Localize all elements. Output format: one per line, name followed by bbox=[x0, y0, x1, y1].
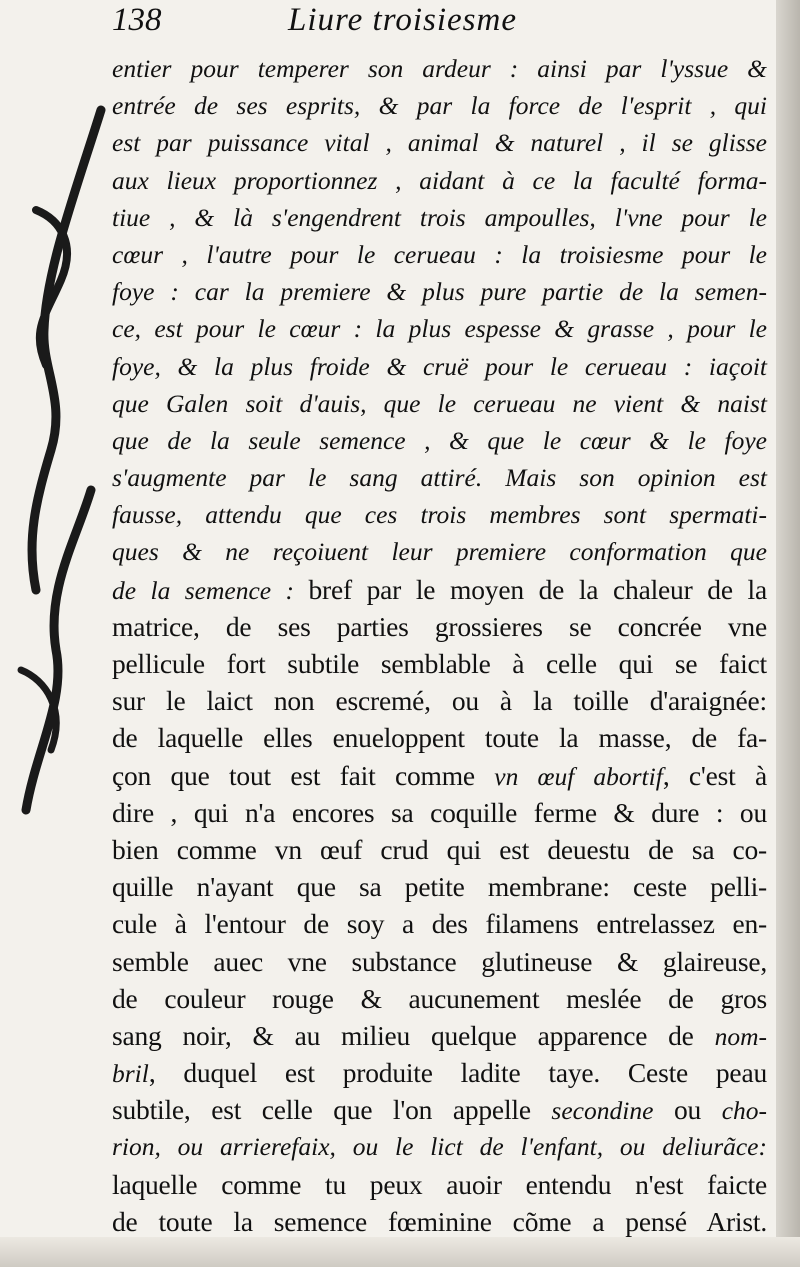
page-bottom-shadow bbox=[0, 1237, 800, 1267]
body-text bbox=[112, 50, 767, 1240]
text-segment: sang noir, & au milieu quelque apparence de bbox=[112, 1019, 715, 1051]
text-segment: cule à l'entour de soy a des filamens entrelassez en- bbox=[112, 908, 767, 940]
text-line bbox=[112, 719, 767, 756]
text-line bbox=[112, 868, 767, 905]
text-segment: bref par le moyen de la chaleur de la bbox=[308, 573, 767, 605]
text-line bbox=[112, 794, 767, 831]
text-line bbox=[112, 1091, 767, 1128]
text-line bbox=[112, 162, 767, 199]
text-line bbox=[112, 1128, 767, 1165]
text-segment: de la semence : bbox=[112, 575, 309, 605]
text-line bbox=[112, 682, 767, 719]
text-segment: s'augmente par le sang attiré. Mais son opinion est bbox=[112, 463, 767, 493]
text-segment: matrice, de ses parties grossieres se concrée vne bbox=[112, 610, 767, 642]
text-segment: laquelle comme tu peux auoir entendu n'est faicte bbox=[112, 1168, 767, 1200]
text-segment: pellicule fort subtile semblable à celle qui se faict bbox=[112, 648, 767, 679]
text-line bbox=[112, 1054, 767, 1091]
handwritten-marginalia bbox=[6, 70, 116, 830]
text-segment: ques & ne reçoiuent leur premiere conformation que bbox=[112, 537, 767, 567]
text-segment: vn œuf abortif bbox=[494, 761, 663, 791]
text-line bbox=[112, 199, 767, 236]
text-segment: foye, & la plus froide & cruë pour le cerueau : iaçoit bbox=[112, 351, 767, 381]
text-line bbox=[112, 422, 767, 459]
text-line bbox=[112, 459, 767, 496]
text-segment: ce, est pour le cœur : la plus espesse & grasse , pour le bbox=[112, 314, 767, 344]
text-line bbox=[112, 1203, 767, 1240]
text-line bbox=[112, 310, 767, 347]
page-number: 138 bbox=[112, 2, 162, 38]
text-line bbox=[112, 571, 767, 608]
text-segment: fausse, attendu que ces trois membres sont spermati- bbox=[112, 500, 767, 530]
text-segment: bril bbox=[112, 1059, 149, 1089]
text-line bbox=[112, 608, 767, 645]
text-line bbox=[112, 1017, 767, 1054]
text-segment: de couleur rouge & aucunement meslée de gros bbox=[112, 982, 767, 1014]
text-line bbox=[112, 905, 767, 942]
text-line bbox=[112, 124, 767, 161]
text-line bbox=[112, 645, 767, 682]
text-line bbox=[112, 533, 767, 570]
text-segment: de laquelle elles enueloppent toute la masse, de fa- bbox=[112, 722, 767, 754]
text-segment: semble auec vne substance glutineuse & glaireuse, bbox=[112, 945, 767, 977]
text-line bbox=[112, 273, 767, 310]
text-segment: que de la seule semence , & que le cœur & le foye bbox=[112, 425, 767, 455]
text-line bbox=[112, 1166, 767, 1203]
text-segment: foye : car la premiere & plus pure partie de la semen- bbox=[112, 277, 767, 307]
text-line bbox=[112, 980, 767, 1017]
text-line bbox=[112, 496, 767, 533]
text-segment: sur le laict non escremé, ou à la toille d'araignée: bbox=[112, 685, 767, 717]
text-segment: , c'est à bbox=[662, 759, 767, 791]
text-line bbox=[112, 757, 767, 794]
text-segment: entier pour temperer son ardeur : ainsi par l'yssue & bbox=[112, 54, 767, 83]
text-segment: bien comme vn œuf crud qui est deuestu de sa co- bbox=[112, 833, 767, 865]
text-line bbox=[112, 87, 767, 124]
text-segment: ou bbox=[653, 1094, 722, 1126]
text-line bbox=[112, 831, 767, 868]
text-line bbox=[112, 348, 767, 385]
text-segment: que Galen soit d'auis, que le cerueau ne vient & naist bbox=[112, 388, 767, 418]
text-segment: subtile, est celle que l'on appelle bbox=[112, 1094, 552, 1126]
text-segment: de toute la semence fœminine cõme a pensé Arist. bbox=[112, 1205, 767, 1237]
text-segment: çon que tout est fait comme bbox=[112, 759, 495, 791]
text-segment: , duquel est produite ladite taye. Ceste peau bbox=[148, 1057, 767, 1089]
text-segment: entrée de ses esprits, & par la force de l'esprit , qui bbox=[112, 91, 767, 121]
page-header bbox=[112, 2, 752, 42]
text-segment: nom- bbox=[714, 1021, 767, 1051]
text-segment: rion, ou arrierefaix, ou le lict de l'enfant, ou deliurãce: bbox=[112, 1132, 767, 1162]
text-line bbox=[112, 385, 767, 422]
text-segment: est par puissance vital , animal & naturel , il se glisse bbox=[112, 128, 767, 158]
text-line bbox=[112, 943, 767, 980]
text-segment: cho- bbox=[721, 1096, 767, 1126]
text-line bbox=[112, 50, 767, 87]
text-line bbox=[112, 236, 767, 273]
text-segment: cœur , l'autre pour le cerueau : la troisiesme pour le bbox=[112, 239, 767, 269]
text-segment: quille n'ayant que sa petite membrane: ceste pelli- bbox=[112, 871, 767, 903]
text-segment: secondine bbox=[551, 1096, 654, 1126]
text-segment: aux lieux proportionnez , aidant à ce la faculté forma- bbox=[112, 165, 767, 195]
running-head: Liure troisiesme bbox=[288, 2, 517, 38]
page-edge-shadow bbox=[776, 0, 800, 1267]
text-segment: tiue , & là s'engendrent trois ampoulles, l'vne pour le bbox=[112, 202, 767, 232]
text-segment: dire , qui n'a encores sa coquille ferme & dure : ou bbox=[112, 796, 767, 828]
